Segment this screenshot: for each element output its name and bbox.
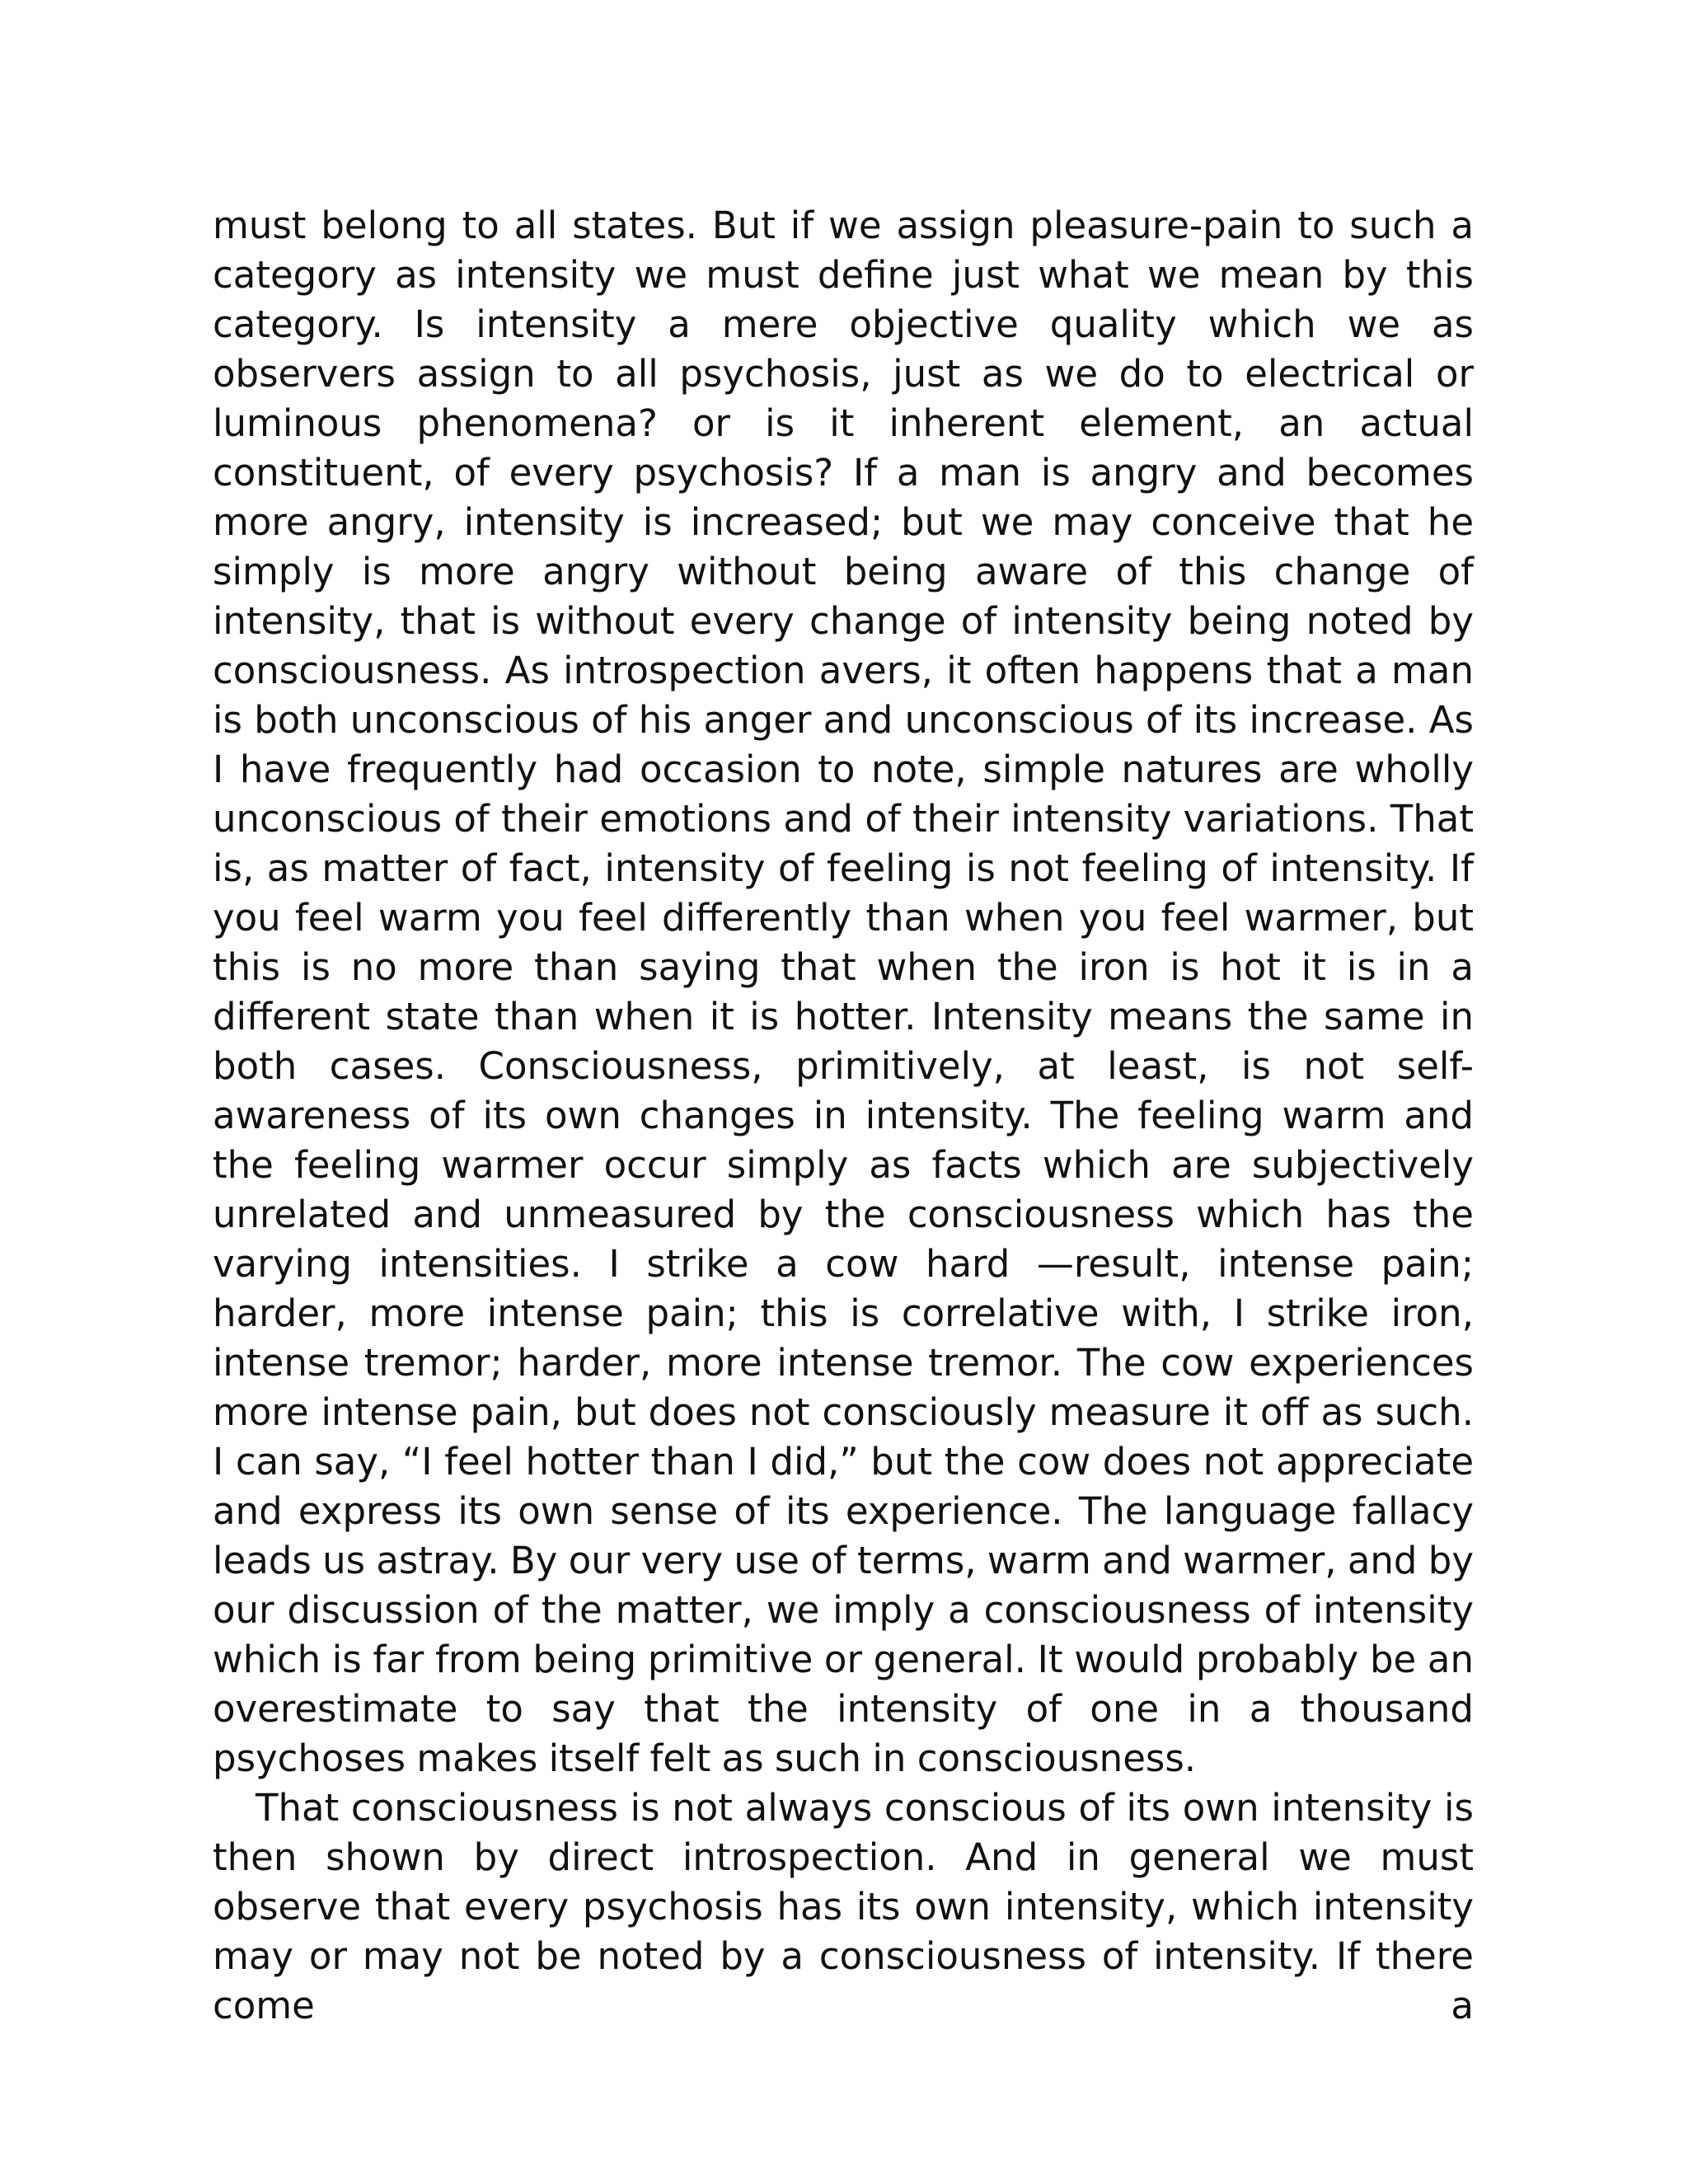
body-paragraph-1: must belong to all states. But if we assign pleasure-pain to such a category as intensity we must define just what we mean by this category. Is intensity a mere objective quality which we as observers assign to all psychosis, just as we do to electrical or luminous phenomena? or is it inherent element, an actual constituent, of every psychosis? If a man is angry and becomes more angry, intensity is increased; but we may conceive that he simply is more angry without being aware of this change of intensity, that is without every change of intensity being noted by consciousness. As introspection avers, it often happens that a man is both unconscious of his anger and unconscious of its increase. As I have frequently had occasion to note, simple natures are wholly unconscious of their emotions and of their intensity variations. That is, as matter of fact, intensity of feeling is not feeling of intensity. If you feel warm you feel differently than when you feel warmer, but this is no more than saying that when the iron is hot it is in a different state than when it is hotter. Intensity means the same in both cases. Consciousness, primitively, at least, is not self-awareness of its own changes in intensity. The feeling warm and the feeling warmer occur simply as facts which are subjectively unrelated and unmeasured by the consciousness which has the varying intensities. I strike a cow hard —result, intense pain; harder, more intense pain; this is correlative with, I strike iron, intense tremor; harder, more intense tremor. The cow experiences more intense pain, but does not consciously measure it off as such. I can say, “I feel hotter than I did,” but the cow does not appreciate and express its own sense of its experience. The language fallacy leads us astray. By our very use of terms, warm and warmer, and by our discussion of the matter, we imply a consciousness of intensity which is far from being primitive or general. It would probably be an overestimate to say that the intensity of one in a thousand psychoses makes itself felt as such in consciousness.	[213, 204, 1474, 1780]
body-paragraph-2: That consciousness is not always conscious of its own intensity is then shown by direct introspection. And in general we must observe that every psychosis has its own intensity, which intensity may or may not be noted by a consciousness of intensity. If there come a	[213, 1786, 1474, 2027]
document-page	[213, 201, 1474, 2031]
